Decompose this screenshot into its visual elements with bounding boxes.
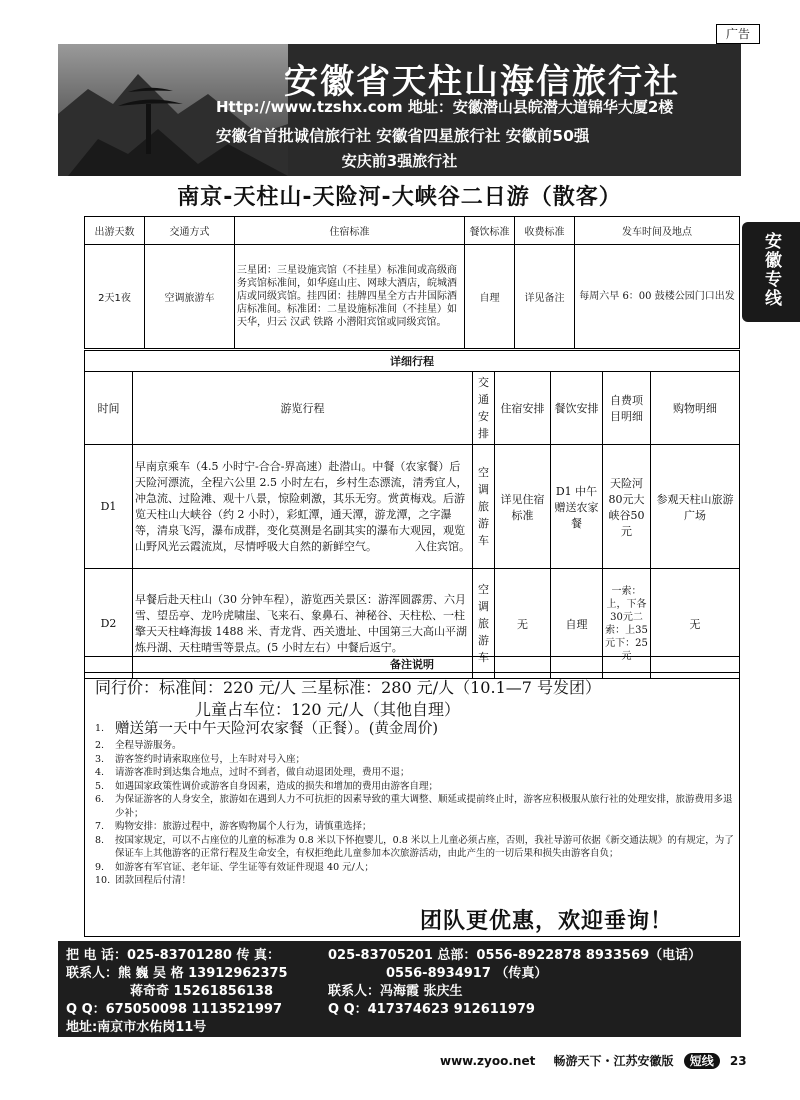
itinerary-header: 购物明细 xyxy=(651,372,740,445)
itinerary-transport: 空调旅游车 xyxy=(473,569,495,679)
note-item: 5. 如遇国家政策性调价或游客自身因素，造成的损失和增加的费用由游客自理； xyxy=(95,780,439,792)
footer-magazine: 畅游天下・江苏安徽版 xyxy=(553,1054,674,1068)
itinerary-transport: 空调旅游车 xyxy=(473,445,495,569)
note-item: 10. 团款回程后付清！ xyxy=(95,875,192,886)
footer-site[interactable]: www.zyoo.net xyxy=(440,1054,536,1068)
side-tab-anhui[interactable]: 安徽专线 xyxy=(742,222,800,322)
page-number: 23 xyxy=(729,1054,747,1068)
itinerary-header: 住宿安排 xyxy=(495,372,551,445)
agency-honors-2: 安庆前3强旅行社 xyxy=(341,152,458,170)
itinerary-row xyxy=(85,445,740,569)
itinerary-header: 时间 xyxy=(85,372,133,445)
contact-block xyxy=(58,941,741,1037)
note-item: 8. 按国家规定，可以不占座位的儿童的标准为 0.8 米以下怀抱婴儿，0.8 米以上儿童必须占座，否则，我社导游可依据《新交通法规》的有规定，为了保证车上其他游客的正常行程及生命安全，有权拒绝此儿童参加本次旅游活动，由此产生的一切后果和损失由游客自负； xyxy=(95,834,734,859)
phone-line[interactable]: 把 电 话：025-83701280 传 真： xyxy=(66,948,280,963)
summary-table xyxy=(84,216,740,349)
note-item: 7. 购物安排：旅游过程中，游客购物属个人行为，请慎重选择； xyxy=(95,821,372,832)
summary-meals: 自理 xyxy=(465,245,515,349)
notes-section xyxy=(84,656,740,937)
itinerary-header: 游览行程 xyxy=(133,372,473,445)
slogan: 团队更优惠，欢迎垂询！ xyxy=(420,909,674,934)
itinerary-meal: D1 中午赠送农家餐 xyxy=(551,445,603,569)
summary-header: 餐饮标准 xyxy=(465,217,515,245)
contact-person-1b[interactable]: 蒋奇奇 15261856138 xyxy=(130,984,274,999)
summary-header: 出游天数 xyxy=(85,217,145,245)
agency-honors: 安徽省首批诚信旅行社 安徽省四星旅行社 安徽前50强 xyxy=(216,127,590,145)
itinerary-meal: 自理 xyxy=(551,569,603,679)
itinerary-selfpay: 天险河80元大峡谷50元 xyxy=(603,445,651,569)
summary-header: 住宿标准 xyxy=(235,217,465,245)
page-footer xyxy=(440,1052,747,1069)
itinerary-header: 交通安排 xyxy=(473,372,495,445)
summary-header: 交通方式 xyxy=(145,217,235,245)
agency-header xyxy=(58,44,741,176)
summary-days: 2天1夜 xyxy=(85,245,145,349)
fax-line-2[interactable]: 0556-8934917 （传真） xyxy=(386,966,548,981)
itinerary-header: 自费项目明细 xyxy=(603,372,651,445)
summary-lodging: 三星团：三星设施宾馆（不挂星）标准间或高级商务宾馆标准间，如华庭山庄、网球大酒店，皖城酒店或同级宾馆。挂四团：挂牌四星全方古井国际酒店标准间。标准团：二星设施标准间（不挂星）如天华，归云 汉武 铁路 小潜阳宾馆或同级宾馆。 xyxy=(235,245,465,349)
itinerary-desc: 早餐后赴天柱山（30 分钟车程），游览西关景区：游浑圆霹雳、六月雪、望岳亭、龙吟虎啸崖、飞来石、象鼻石、神秘谷、天柱松、一柱擎天天柱峰海拔 1488 米、青龙背、西关遗址、中国第三大高山平湖炼丹湖、天柱晴雪等景点。(5 小时左右）中餐后返宁。 xyxy=(133,569,473,679)
note-item: 1. 赠送第一天中午天险河农家餐（正餐）。(黄金周价) xyxy=(95,721,439,737)
itinerary-shop: 参观天柱山旅游广场 xyxy=(651,445,740,569)
summary-fee: 详见备注 xyxy=(515,245,575,349)
contact-person-2[interactable]: 联系人：冯海霞 张庆生 xyxy=(328,984,463,999)
itinerary-section-title: 详细行程 xyxy=(85,351,740,372)
note-item: 4. 请游客准时到达集合地点，过时不到者，做自动退团处理，费用不退； xyxy=(95,767,410,778)
note-item: 2. 全程导游服务。 xyxy=(95,740,182,751)
price-line: 同行价：标准间：220 元/人 三星标准：280 元/人（10.1—7 号发团） xyxy=(95,678,602,697)
agency-url-address[interactable]: Http://www.tzshx.com 地址：安徽潜山县皖潜大道锦华大厦2楼 xyxy=(216,98,674,116)
summary-depart: 每周六早 6：00 鼓楼公园门口出发 xyxy=(575,245,740,349)
itinerary-header: 餐饮安排 xyxy=(551,372,603,445)
itinerary-day: D1 xyxy=(85,445,133,569)
note-item: 3. 游客签约时请索取座位号，上车时对号入座； xyxy=(95,753,306,765)
agency-name: 安徽省天柱山海信旅行社 xyxy=(284,62,680,102)
footer-section-pill: 短线 xyxy=(684,1053,720,1069)
note-item: 9. 如游客有军官证、老年证、学生证等有效证件现退 40 元/人； xyxy=(95,861,374,873)
itinerary-selfpay: 一索：上，下各30元二索：上35元下：25元 xyxy=(603,569,651,679)
itinerary-table xyxy=(84,350,740,679)
ad-tag: 广告 xyxy=(716,24,760,44)
child-price-line: 儿童占车位：120 元/人（其他自理） xyxy=(195,700,461,719)
summary-transport: 空调旅游车 xyxy=(145,245,235,349)
qq-line-1[interactable]: Q Q：675050098 1113521997 xyxy=(66,1002,283,1017)
summary-header: 发车时间及地点 xyxy=(575,217,740,245)
tour-title: 南京-天柱山-天险河-大峡谷二日游（散客） xyxy=(177,185,622,210)
itinerary-day: D2 xyxy=(85,569,133,679)
itinerary-desc: 早南京乘车（4.5 小时宁-合合-界高速）赴潜山。中餐（农家餐）后天险河漂流，全程六公里 2.5 小时左右，乡村生态漂流，清秀宜人，冲急流、过险滩、观十八景，惊险刺激，其乐无穷。赏黄梅戏。后游览天柱山大峡谷（约 2 小时），彩虹潭，通天潭，游龙潭，之字瀑等，清泉飞泻，瀑布成群，变化莫测是名副其实的瀑布大观园，观览山野风光云霞流岚，尽情呼吸大自然的新鲜空气。 入住宾馆。 xyxy=(133,445,473,569)
itinerary-shop: 无 xyxy=(651,569,740,679)
contact-person-1[interactable]: 联系人：熊 巍 吴 格 13912962375 xyxy=(66,966,288,981)
summary-header: 收费标准 xyxy=(515,217,575,245)
address-line: 地址:南京市水佑岗11号 xyxy=(66,1020,207,1035)
notes-title: 备注说明 xyxy=(85,657,739,673)
note-item: 6. 为保证游客的人身安全，旅游如在遇到人力不可抗拒的因素导致的重大调整、顺延或提前终止时，游客应积极服从旅行社的处理安排，旅游费用多退少补； xyxy=(95,794,733,819)
qq-line-2[interactable]: Q Q：417374623 912611979 xyxy=(328,1002,535,1017)
itinerary-lodging: 详见住宿标准 xyxy=(495,445,551,569)
itinerary-lodging: 无 xyxy=(495,569,551,679)
fax-hq-line[interactable]: 025-83705201 总部：0556-8922878 8933569（电话） xyxy=(328,948,702,963)
